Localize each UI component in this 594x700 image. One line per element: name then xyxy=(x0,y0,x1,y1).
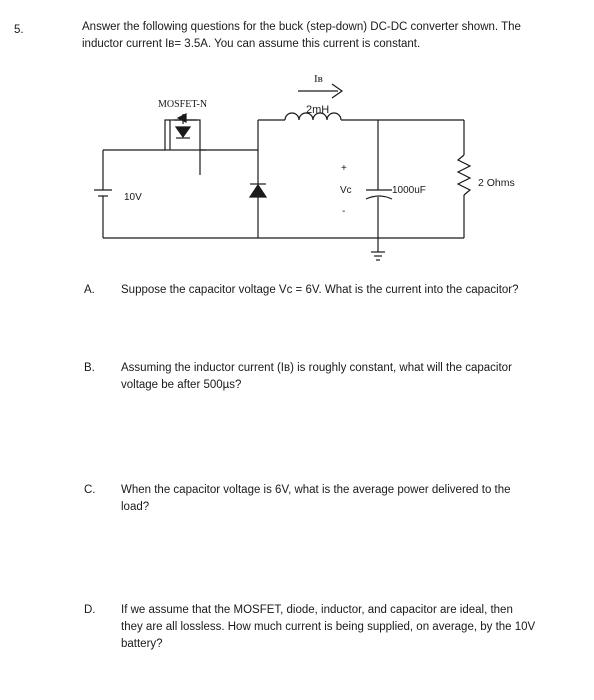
question-c-letter: C. xyxy=(84,484,96,496)
question-a-letter: A. xyxy=(84,284,95,296)
inductor-label: 2mH xyxy=(306,104,330,116)
question-d-text xyxy=(121,602,586,653)
buck-converter-schematic xyxy=(0,0,594,290)
capacitor-label: 1000uF xyxy=(392,185,426,196)
source-label: 10V xyxy=(124,192,142,203)
question-d-line-1: If we assume that the MOSFET, diode, inductor, and capacitor are ideal, then xyxy=(121,604,513,616)
question-a-line-1: Suppose the capacitor voltage Vc = 6V. What is the current into the capacitor? xyxy=(121,284,519,296)
problem-intro-line-1: Answer the following questions for the buck (step-down) DC-DC converter shown. The xyxy=(82,21,521,33)
load-label: 2 Ohms xyxy=(478,177,515,189)
question-c-text xyxy=(121,482,586,516)
vc-plus-sign: + xyxy=(341,163,347,174)
mosfet-symbol xyxy=(165,114,206,175)
question-d-line-3: battery? xyxy=(121,638,163,650)
question-d-letter: D. xyxy=(84,604,96,616)
current-label: Iʙ xyxy=(314,73,323,85)
mosfet-label: MOSFET-N xyxy=(158,99,208,110)
capacitor-plate-bottom xyxy=(366,196,392,199)
question-c-line-2: load? xyxy=(121,501,150,513)
problem-intro-line-2: inductor current Iʙ= 3.5A. You can assume this current is constant. xyxy=(82,38,421,50)
question-a-text xyxy=(121,282,586,299)
question-b-letter: B. xyxy=(84,362,95,374)
diode-symbol xyxy=(250,185,266,197)
question-c-line-1: When the capacitor voltage is 6V, what is the average power delivered to the xyxy=(121,484,511,496)
question-b-text xyxy=(121,360,586,394)
question-b-line-2: voltage be after 500µs? xyxy=(121,379,242,391)
vc-minus-sign: - xyxy=(342,206,346,217)
problem-number: 5. xyxy=(14,24,24,36)
load-resistor xyxy=(458,155,470,195)
question-b-line-1: Assuming the inductor current (Iʙ) is roughly constant, what will the capacitor xyxy=(121,362,512,374)
vc-label: Vc xyxy=(340,185,352,196)
question-d-line-2: they are all lossless. How much current is being supplied, on average, by the 10V xyxy=(121,621,536,633)
